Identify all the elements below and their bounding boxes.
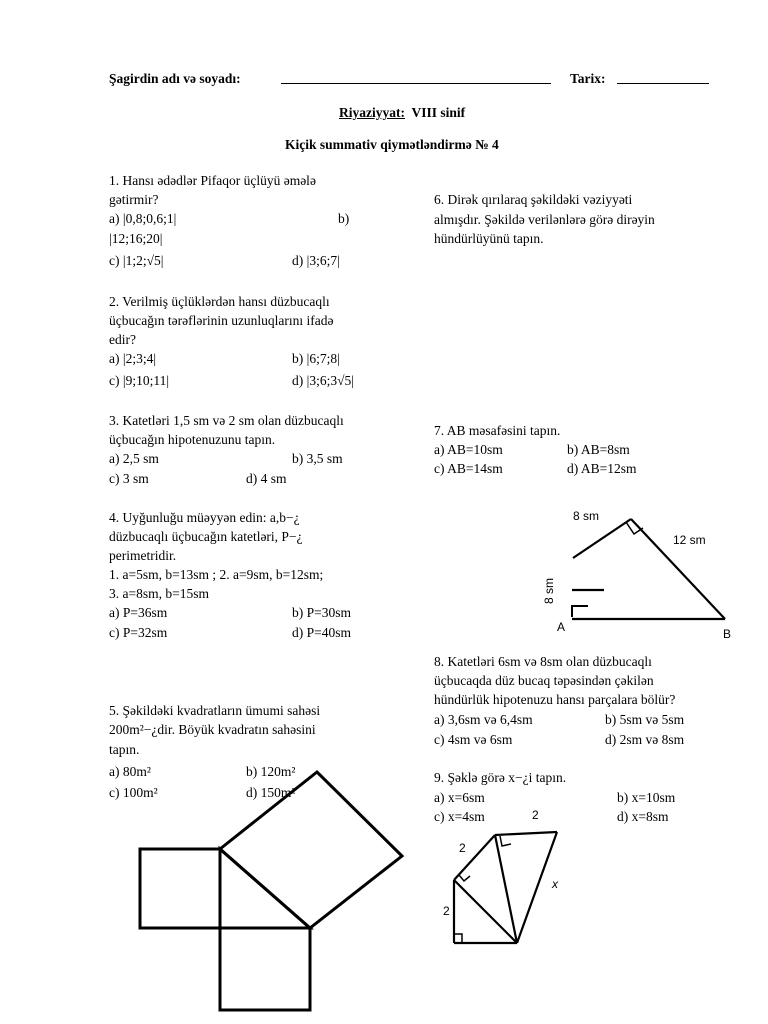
triangle-spiral-figure: [454, 832, 557, 943]
q9-line-1: 9. Şəklə görə x−¿i tapın.: [434, 770, 567, 785]
q8-line-1: 8. Katetləri 6sm və 8sm olan düzbucaqlı: [434, 654, 652, 669]
q2-line-3: edir?: [109, 332, 136, 347]
fig9-diagonal-2: [495, 835, 517, 943]
fig9-diagonal-1: [454, 880, 517, 943]
right-triangle: [220, 849, 310, 928]
q8-line-2: üçbucaqda düz bucaq təpəsindən çəkilən: [434, 673, 654, 688]
q4-line-3: perimetridir.: [109, 548, 177, 563]
q1-option-c: c) |1;2;√5|: [109, 253, 164, 268]
fig9-right-angle-2: [459, 875, 470, 881]
q7-option-a: a) AB=10sm: [434, 442, 503, 457]
student-name-label: Şagirdin adı və soyadı:: [109, 71, 241, 86]
q3-option-a: a) 2,5 sm: [109, 451, 159, 466]
q4-option-b: b) P=30sm: [292, 605, 351, 620]
q2-line-2: üçbucağın tərəflərinin uzunluqlarını ifadə: [109, 313, 334, 328]
q5-line-1: 5. Şəkildəki kvadratların ümumi sahəsi: [109, 703, 321, 718]
q4-line-1: 4. Uyğunluğu müəyyən edin: a,b−¿: [109, 510, 300, 525]
subject-label: Riyaziyyat:: [339, 105, 405, 120]
fig9-top-side: [495, 832, 557, 835]
q1-option-b-value: |12;16;20|: [109, 231, 163, 246]
q1-option-b: b): [338, 211, 350, 226]
fig9-label-lower: 2: [443, 904, 450, 918]
q4-option-c: c) P=32sm: [109, 625, 168, 640]
date-label: Tarix:: [570, 71, 606, 86]
fig9-right-angle-3: [500, 836, 511, 846]
q9-option-c: c) x=4sm: [434, 809, 485, 824]
q6-line-1: 6. Dirək qırılaraq şəkildəki vəziyyəti: [434, 192, 633, 207]
page-subtitle: Kiçik summativ qiymətləndirmə № 4: [285, 137, 499, 152]
q4-option-a: a) P=36sm: [109, 605, 168, 620]
q2-option-a: a) |2;3;4|: [109, 351, 157, 366]
q5-line-2: 200m²−¿dir. Böyük kvadratın sahəsini: [109, 722, 316, 737]
bottom-small-square: [220, 928, 310, 1010]
q7-option-c: c) AB=14sm: [434, 461, 503, 476]
fig7-right-angle-bottom: [572, 606, 588, 617]
q4-option-d: d) P=40sm: [292, 625, 351, 640]
q7-option-d: d) AB=12sm: [567, 461, 637, 476]
grade-label: VIII sinif: [411, 105, 466, 120]
q9-option-b: b) x=10sm: [617, 790, 676, 805]
fig7-segment-8sm: [573, 519, 631, 558]
q1-line-2: gətirmir?: [109, 192, 159, 207]
q8-option-d: d) 2sm və 8sm: [605, 732, 685, 747]
fig9-label-x: x: [552, 877, 558, 891]
fig9-side-x: [517, 832, 557, 943]
q2-line-1: 2. Verilmiş üçlüklərdən hansı düzbucaqlı: [109, 294, 330, 309]
q3-line-1: 3. Katetləri 1,5 sm və 2 sm olan düzbucaqlı: [109, 413, 344, 428]
q6-line-3: hündürlüyünü tapın.: [434, 231, 544, 246]
fig9-label-top: 2: [532, 808, 539, 822]
q5-option-d: d) 150m²: [246, 785, 296, 800]
q9-option-a: a) x=6sm: [434, 790, 485, 805]
fig9-right-angle-1: [454, 934, 462, 943]
q5-option-a: a) 80m²: [109, 764, 151, 779]
q1-option-a: a) |0,8;0,6;1|: [109, 211, 177, 226]
fig7-label-a: A: [557, 620, 566, 634]
q8-option-a: a) 3,6sm və 6,4sm: [434, 712, 533, 727]
q3-line-2: üçbucağın hipotenuzunu tapın.: [109, 432, 276, 447]
fig7-label-right: 12 sm: [673, 533, 706, 547]
q7-line-1: 7. AB məsafəsini tapın.: [434, 423, 561, 438]
q2-option-d: d) |3;6;3√5|: [292, 373, 354, 388]
large-square: [220, 772, 402, 928]
q5-option-b: b) 120m²: [246, 764, 296, 779]
q4-line-2: düzbucaqlı üçbucağın katetləri, P−¿: [109, 529, 303, 544]
fig7-label-top: 8 sm: [573, 509, 600, 523]
q4-line-5: 3. a=8sm, b=15sm: [109, 586, 209, 601]
left-small-square: [140, 849, 220, 928]
q7-option-b: b) AB=8sm: [567, 442, 630, 457]
q3-option-b: b) 3,5 sm: [292, 451, 343, 466]
q5-option-c: c) 100m²: [109, 785, 158, 800]
q3-option-d: d) 4 sm: [246, 471, 287, 486]
q8-option-b: b) 5sm və 5sm: [605, 712, 685, 727]
q8-option-c: c) 4sm və 6sm: [434, 732, 513, 747]
q5-line-3: tapın.: [109, 742, 140, 757]
fig7-label-b: B: [723, 627, 732, 641]
q1-option-d: d) |3;6;7|: [292, 253, 340, 268]
q8-line-3: hündürlük hipotenuzu hansı parçalara bölür?: [434, 692, 676, 707]
q3-option-c: c) 3 sm: [109, 471, 149, 486]
q2-option-c: c) |9;10;11|: [109, 373, 170, 388]
fig9-label-upper: 2: [459, 841, 466, 855]
q1-line-1: 1. Hansı ədədlər Pifaqor üçlüyü əmələ: [109, 173, 316, 188]
q6-line-2: almışdır. Şəkildə verilənlərə görə dirəyin: [434, 212, 655, 227]
pythagoras-squares-figure: [140, 772, 402, 1010]
q4-line-4: 1. a=5sm, b=13sm ; 2. a=9sm, b=12sm;: [109, 567, 324, 582]
q9-option-d: d) x=8sm: [617, 809, 669, 824]
fig7-label-left: 8 sm: [542, 577, 556, 604]
q2-option-b: b) |6;7;8|: [292, 351, 340, 366]
